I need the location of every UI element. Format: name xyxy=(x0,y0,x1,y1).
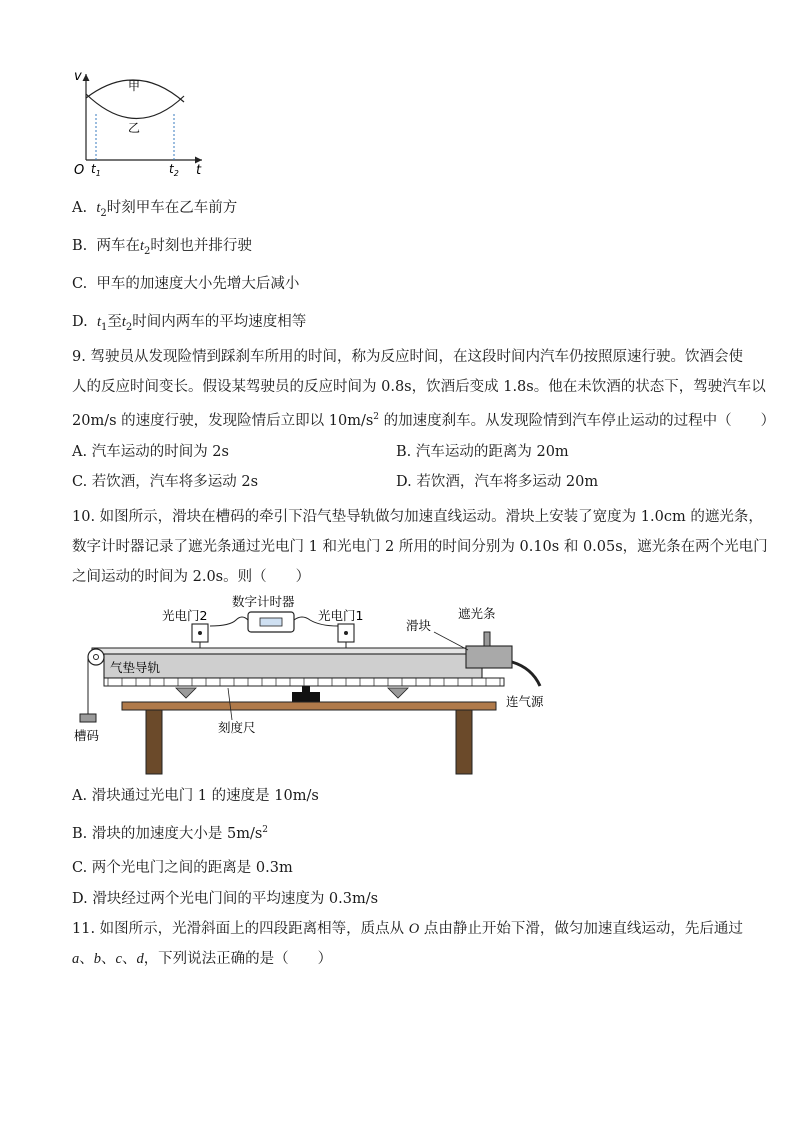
shading-strip xyxy=(484,632,490,646)
q10-option-c: C. 两个光电门之间的距离是 0.3m xyxy=(72,860,293,876)
foot-right xyxy=(388,688,408,698)
hanging-weight xyxy=(80,714,96,722)
slider-block xyxy=(466,646,512,668)
q8-option-a: A. $t_2$时刻甲车在乙车前方 xyxy=(72,200,238,219)
q9-line-2: 人的反应时间变长。假设某驾驶员的反应时间为 0.8s，饮酒后变成 1.8s。他在未饮酒的状态下，驾驶汽车以 xyxy=(72,379,766,395)
air-track-body xyxy=(104,654,482,678)
gate2-label: 光电门2 xyxy=(162,608,208,623)
q10-option-d: D. 滑块经过两个光电门间的平均速度为 0.3m/s xyxy=(72,891,379,907)
scale-label: 刻度尺 xyxy=(218,720,256,735)
q9-option-d: D. 若饮酒，汽车将多运动 20m xyxy=(396,474,599,490)
timer-label: 数字计时器 xyxy=(232,594,295,609)
slider-leader xyxy=(434,632,468,650)
origin-label: O xyxy=(74,163,85,178)
curve-yi-label: 乙 xyxy=(128,121,141,135)
gate1-dot xyxy=(344,631,348,635)
center-support-cap xyxy=(302,686,310,694)
q10-line-2: 数字计时器记录了遮光条通过光电门 1 和光电门 2 所用的时间分别为 0.10s 和 0.05s，遮光条在两个光电门 xyxy=(72,539,768,555)
q9-option-c: C. 若饮酒，汽车将多运动 2s xyxy=(72,474,259,490)
q11-stem xyxy=(72,914,743,974)
q10-option-a: A. 滑块通过光电门 1 的速度是 10m/s xyxy=(72,788,319,804)
q10-line-3: 之间运动的时间为 2.0s。则（ ） xyxy=(72,569,311,585)
q8-option-c: C. 甲车的加速度大小先增大后减小 xyxy=(72,276,300,292)
q11-line-2: a、b、c、d，下列说法正确的是（ ） xyxy=(72,951,333,967)
air-track-label: 气垫导轨 xyxy=(110,660,161,675)
q8-option-b: B. 两车在$t_2$时刻也并排行驶 xyxy=(72,238,252,257)
q8-option-d: D. $t_1$至$t_2$时间内两车的平均速度相等 xyxy=(72,314,307,333)
t2-label: $t_2$ xyxy=(169,162,179,178)
curve-yi xyxy=(86,94,184,119)
gate2-dot xyxy=(198,631,202,635)
table-top xyxy=(122,702,496,710)
vt-graph xyxy=(70,66,210,181)
q10-stem xyxy=(72,502,768,592)
q10-line-1: 10. 如图所示，滑块在槽码的牵引下沿气垫导轨做匀加速直线运动。滑块上安装了宽度为 1.0cm 的遮光条， xyxy=(72,509,763,525)
slider-label: 滑块 xyxy=(406,618,432,633)
q10-option-b: B. 滑块的加速度大小是 $5m/s^2$ xyxy=(72,825,269,842)
air-track-figure xyxy=(70,588,570,780)
track-rail xyxy=(92,648,502,654)
air-source-label: 连气源 xyxy=(506,694,544,709)
gate1-label: 光电门1 xyxy=(318,608,364,623)
timer-display xyxy=(260,618,282,626)
q9-line-3: 20m/s 的速度行驶，发现险情后立即以 $10m/s^2$ 的加速度刹车。从发现险情到汽车停止运动的过程中（ ） xyxy=(72,412,776,429)
air-hose xyxy=(512,662,540,686)
q9-option-b: B. 汽车运动的距离为 20m xyxy=(396,444,569,460)
q9-stem xyxy=(72,342,776,436)
v-axis-label: v xyxy=(74,69,82,84)
shading-strip-label: 遮光条 xyxy=(458,606,496,621)
pulley-axle xyxy=(94,655,99,660)
foot-left xyxy=(176,688,196,698)
t-axis-label: t xyxy=(196,163,202,178)
q9-line-1: 9. 驾驶员从发现险情到踩刹车所用的时间，称为反应时间，在这段时间内汽车仍按照原速行驶。饮酒会使 xyxy=(72,349,743,365)
curve-jia-label: 甲 xyxy=(128,79,141,93)
table-leg-right xyxy=(456,710,472,774)
table-leg-left xyxy=(146,710,162,774)
q11-line-1: 11. 如图所示，光滑斜面上的四段距离相等，质点从 O 点由静止开始下滑，做匀加速直线运动，先后通过 xyxy=(72,921,743,937)
wire-left xyxy=(210,617,248,626)
q9-option-a: A. 汽车运动的时间为 2s xyxy=(72,444,229,460)
weight-label: 槽码 xyxy=(74,728,100,743)
t1-label: $t_1$ xyxy=(91,162,101,178)
